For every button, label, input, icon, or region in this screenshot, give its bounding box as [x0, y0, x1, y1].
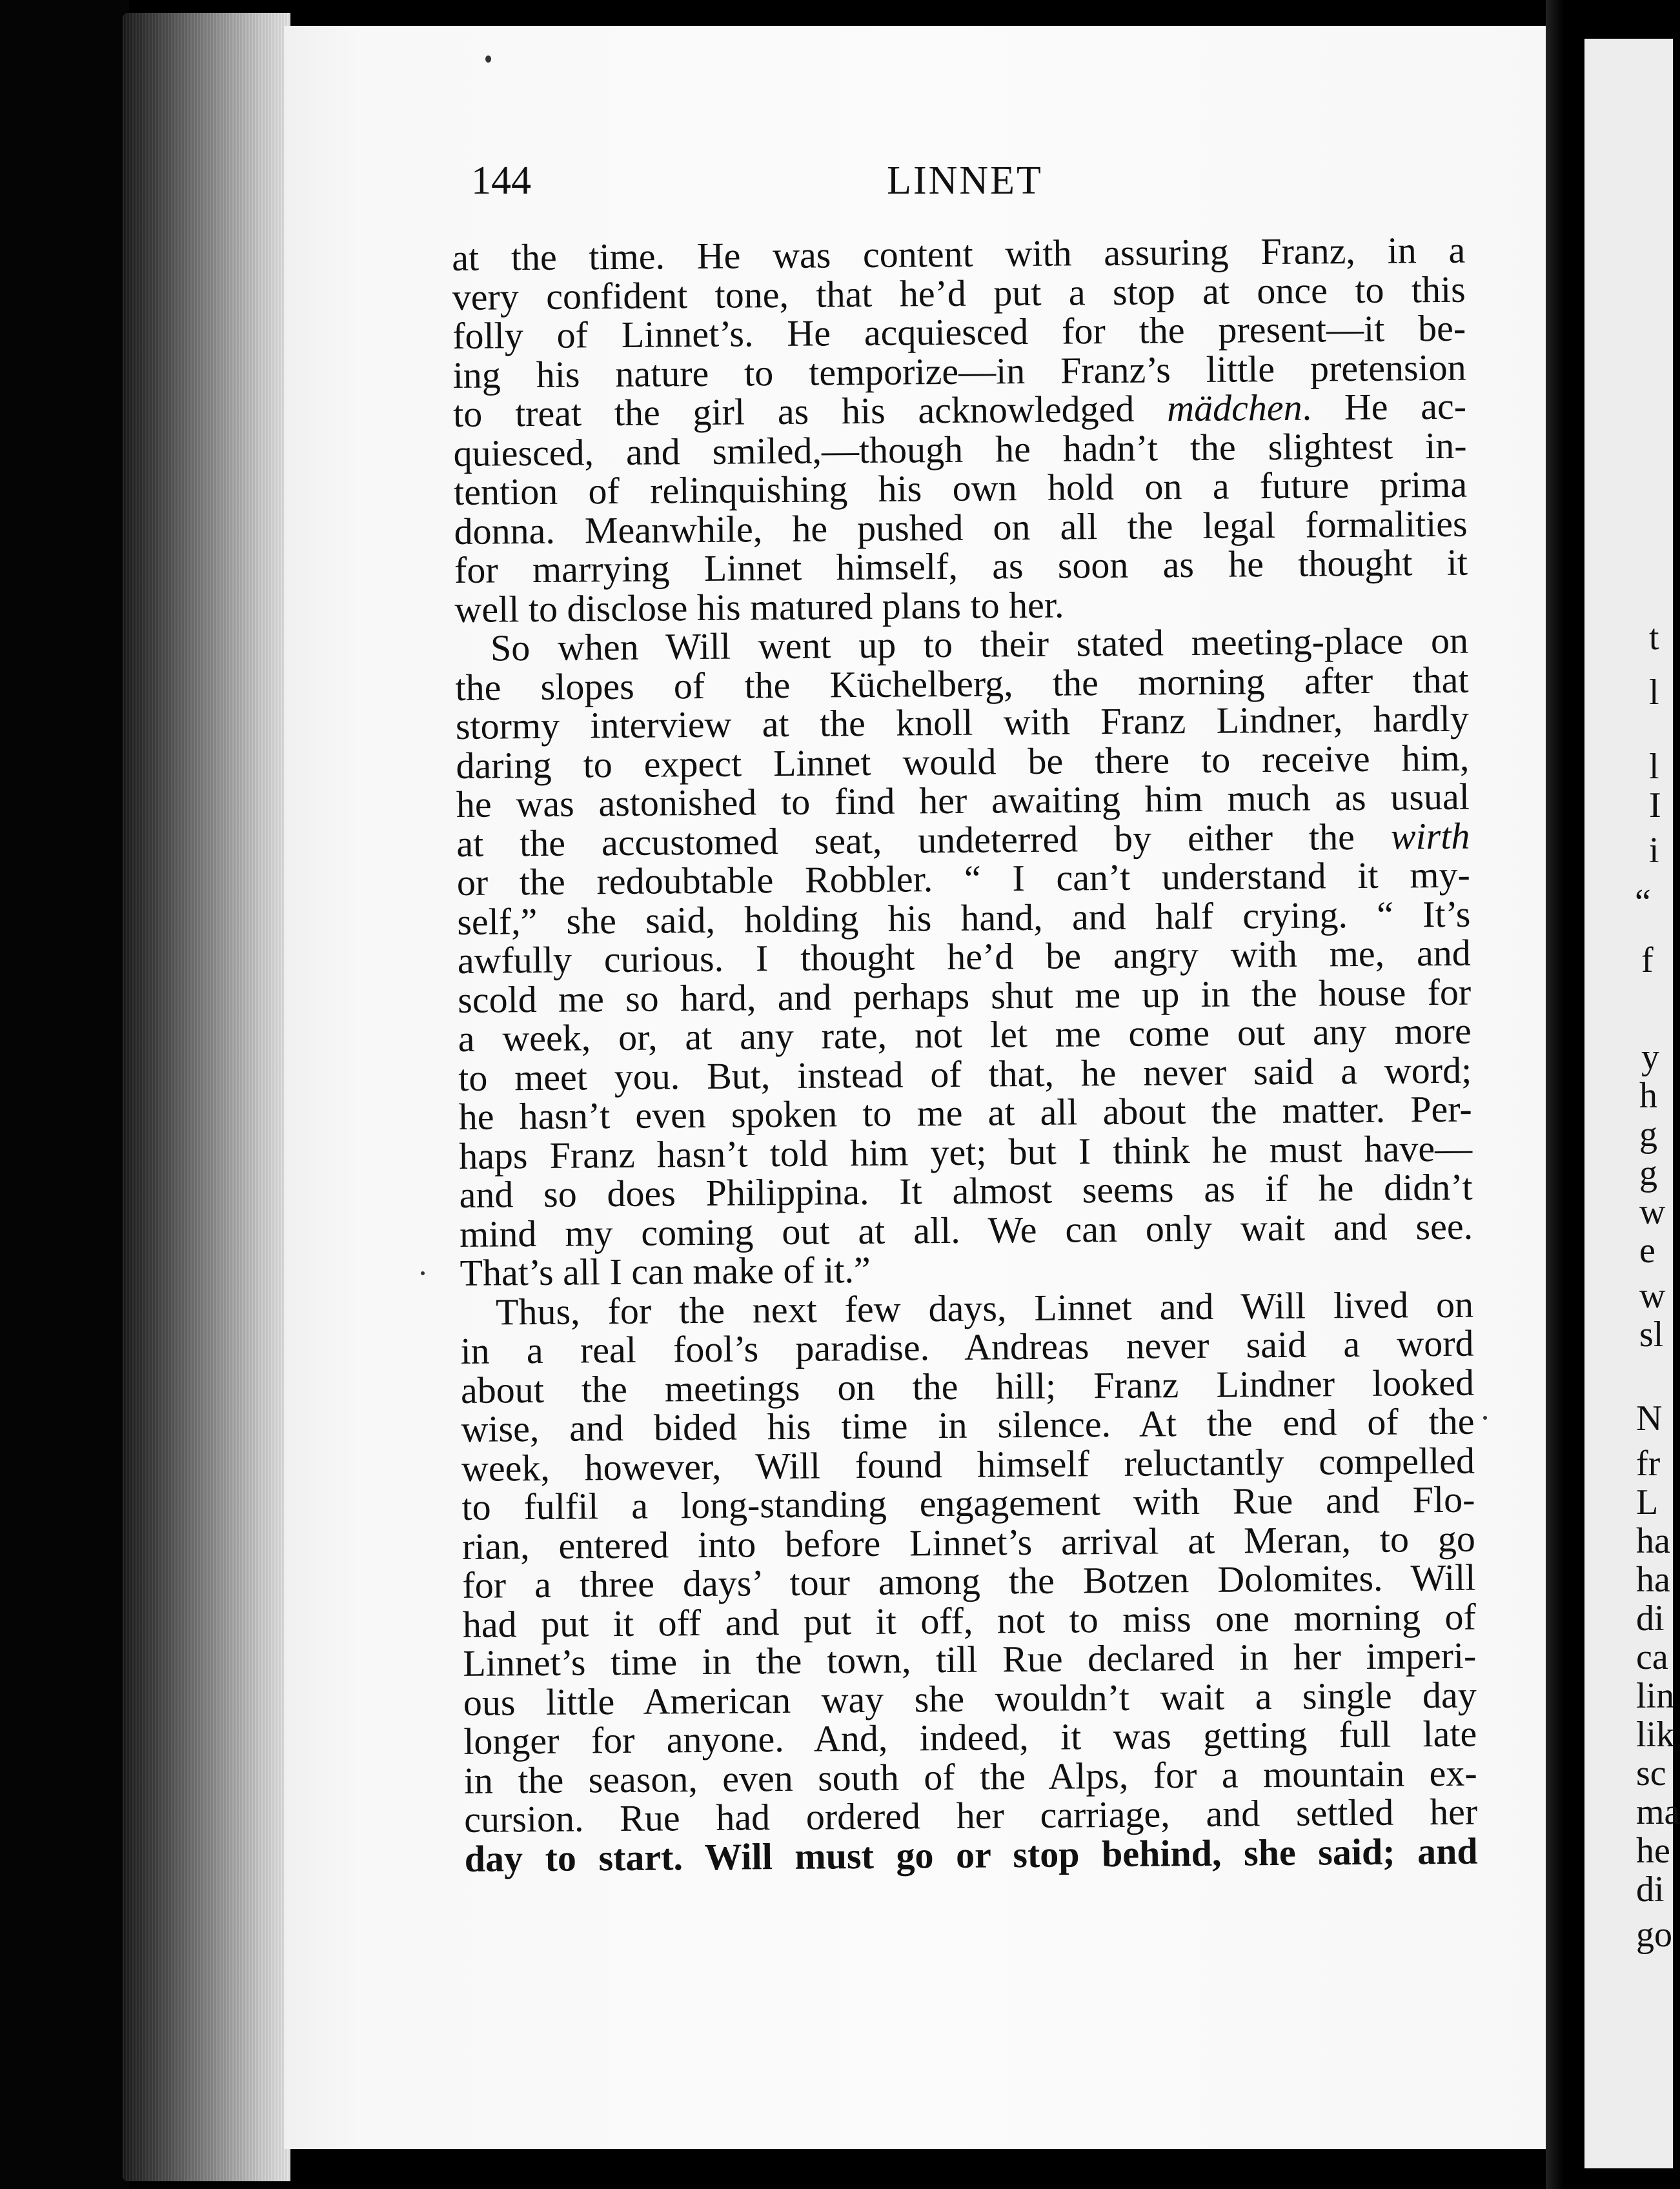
facing-page-fragment: ca: [1636, 1637, 1668, 1677]
facing-page-fragment: ha: [1636, 1560, 1670, 1600]
facing-page-fragment: sl: [1639, 1315, 1664, 1355]
facing-page-fragment: di: [1636, 1599, 1665, 1639]
text-line: donna. Meanwhile, he pushed on all the legal formalities: [454, 502, 1468, 552]
text-line: rian, entered into before Linnet’s arrival at Meran, to go: [461, 1517, 1476, 1568]
text-line: very confident tone, that he’d put a stop at once to this: [452, 268, 1466, 318]
text-line: the slopes of the Küchelberg, the morning after that: [455, 658, 1469, 709]
body-text: [451, 228, 1478, 1880]
text-line: to fulfil a long-standing engagement with Rue and Flo-: [461, 1478, 1475, 1528]
text-line: haps Franz hasn’t told him yet; but I think he must have—: [458, 1127, 1473, 1177]
facing-page-fragment: ma: [1636, 1792, 1680, 1832]
text-line: So when Will went up to their stated meeting-place on: [490, 619, 1469, 669]
text-line: daring to expect Linnet would be there to receive him,: [456, 736, 1470, 787]
text-line: self,” she said, holding his hand, and half crying. “ It’s: [457, 893, 1471, 943]
text-line: at the time. He was content with assuring Franz, in a: [451, 228, 1466, 279]
scan-speck: [1483, 1416, 1487, 1420]
text-line: That’s all I can make of it.”: [460, 1248, 871, 1294]
text-line: ous little American way she wouldn’t wait a single day: [463, 1673, 1477, 1724]
text-line: at the accustomed seat, undeterred by either the wirth: [456, 814, 1470, 865]
scan-speck: [421, 1271, 425, 1275]
scan-speck: [485, 55, 491, 63]
facing-page-fragment: sc: [1636, 1753, 1666, 1793]
text-line: well to disclose his matured plans to her.: [454, 583, 1064, 630]
text-line: tention of relinquishing his own hold on a future prima: [453, 463, 1468, 513]
text-line: for marrying Linnet himself, as soon as he thought it: [454, 541, 1468, 591]
text-line: a week, or, at any rate, not let me come out any more: [458, 1009, 1472, 1060]
text-line: ing his nature to temporize—in Franz’s little pretension: [452, 346, 1466, 396]
text-line: Linnet’s time in the town, till Rue declared in her imperi-: [463, 1634, 1477, 1684]
text-line: quiesced, and smiled,—though he hadn’t the slightest in-: [453, 424, 1467, 474]
text-line: in the season, even south of the Alps, for a mountain ex-: [463, 1751, 1477, 1802]
text-line: he was astonished to find her awaiting him much as usual: [456, 775, 1470, 825]
page-header: [471, 155, 1459, 207]
facing-page-fragment: h: [1639, 1076, 1657, 1116]
facing-page-fragment: i: [1649, 831, 1659, 871]
running-head: LINNET: [887, 159, 1043, 203]
text-line: or the redoubtable Robbler. “ I can’t understand it my-: [456, 853, 1471, 903]
text-line: to meet you. But, instead of that, he never said a word;: [458, 1049, 1472, 1099]
facing-page-fragment: l: [1649, 747, 1659, 787]
text-line: week, however, Will found himself reluctantly compelled: [461, 1439, 1475, 1489]
facing-page-fragment: he: [1636, 1831, 1670, 1871]
text-line: folly of Linnet’s. He acquiesced for the present—it be-: [452, 307, 1466, 357]
facing-page-fragment: lin: [1636, 1676, 1675, 1716]
facing-page-fragment: e: [1639, 1231, 1655, 1271]
facing-page-fragment: w: [1639, 1276, 1666, 1316]
text-line: day to start. Will must go or stop behind, she said; and: [464, 1830, 1478, 1880]
facing-page-fragment: y: [1641, 1037, 1659, 1077]
facing-page: [1584, 39, 1680, 2168]
facing-page-fragment: go: [1636, 1915, 1672, 1955]
text-line: longer for anyone. And, indeed, it was getting full late: [463, 1712, 1477, 1762]
text-line: to treat the girl as his acknowledged mädchen. He ac-: [452, 385, 1467, 435]
text-line: for a three days’ tour among the Botzen Dolomites. Will: [462, 1556, 1476, 1606]
facing-page-fragment: N: [1636, 1398, 1663, 1438]
facing-page-fragment: L: [1636, 1482, 1659, 1522]
facing-page-fragment: ha: [1636, 1521, 1670, 1561]
text-line: he hasn’t even spoken to me at all about the matter. Per-: [458, 1087, 1472, 1138]
facing-page-fragment: I: [1649, 785, 1661, 825]
text-line: wise, and bided his time in silence. At the end of the: [461, 1400, 1475, 1450]
text-line: in a real fool’s paradise. Andreas never said a word: [460, 1322, 1474, 1372]
text-line: scold me so hard, and perhaps shut me up in the house for: [458, 971, 1472, 1021]
facing-page-fragment: g: [1639, 1153, 1657, 1193]
page-number: 144: [471, 159, 531, 203]
book-page-edges: [123, 13, 290, 2181]
scan-border: [0, 0, 129, 2189]
facing-page-fragment: w: [1639, 1192, 1666, 1232]
text-line: about the meetings on the hill; Franz Lindner looked: [460, 1361, 1475, 1411]
text-line: and so does Philippina. It almost seems as if he didn’t: [459, 1165, 1473, 1216]
text-line: cursion. Rue had ordered her carriage, and settled her: [463, 1790, 1478, 1841]
text-line: Thus, for the next few days, Linnet and Will lived on: [495, 1283, 1474, 1333]
text-line: awfully curious. I thought he’d be angry with me, and: [457, 931, 1471, 982]
facing-page-fragment: lik: [1636, 1715, 1675, 1755]
text-line: stormy interview at the knoll with Franz Lindner, hardly: [455, 697, 1470, 747]
text-line: mind my coming out at all. We can only wait and see.: [459, 1205, 1473, 1255]
facing-page-fragment: fr: [1636, 1444, 1661, 1484]
facing-page-fragment: t: [1649, 618, 1659, 658]
facing-page-fragment: g: [1639, 1115, 1657, 1155]
facing-page-fragment: l: [1649, 672, 1659, 712]
text-line: had put it off and put it off, not to miss one morning of: [462, 1595, 1477, 1646]
facing-page-fragment: di: [1636, 1870, 1665, 1910]
facing-page-fragment: “: [1635, 882, 1651, 922]
facing-page-fragment: f: [1641, 940, 1654, 980]
